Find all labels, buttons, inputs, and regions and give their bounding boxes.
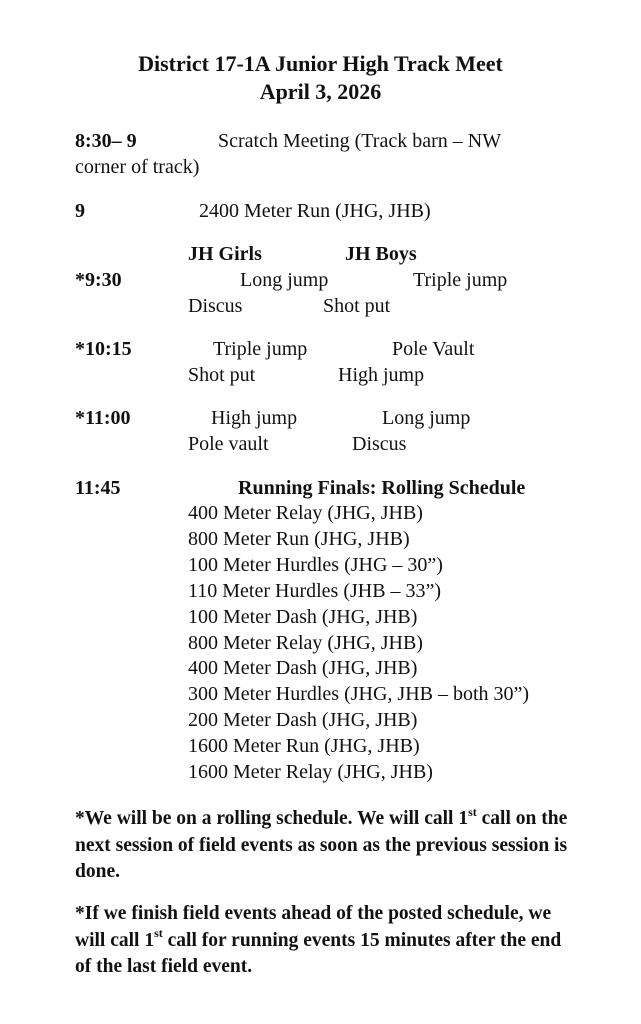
- scratch-meeting-line2: corner of track): [75, 156, 200, 178]
- finals-heading: Running Finals: Rolling Schedule: [238, 477, 526, 499]
- note-field-events: *If we finish field events ahead of the posted schedule, we will call 1st call for running events 15 minutes after the end of the last field event.: [75, 903, 562, 977]
- list-item: 110 Meter Hurdles (JHB – 33”): [188, 579, 442, 602]
- list-item: 100 Meter Dash (JHG, JHB): [188, 605, 418, 628]
- document-title: District 17-1A Junior High Track Meet: [138, 51, 503, 76]
- girls-event: Discus: [188, 295, 243, 317]
- list-item: 100 Meter Hurdles (JHG – 30”): [188, 553, 443, 576]
- list-item: 800 Meter Relay (JHG, JHB): [188, 631, 423, 654]
- list-item: 200 Meter Dash (JHG, JHB): [188, 709, 418, 732]
- boys-event: Shot put: [323, 295, 391, 317]
- list-item: 1600 Meter Run (JHG, JHB): [188, 735, 420, 758]
- boys-event: High jump: [338, 364, 425, 386]
- time-session-1: *9:30: [75, 269, 122, 291]
- time-session-2: *10:15: [75, 338, 132, 360]
- girls-event: High jump: [211, 407, 298, 429]
- list-item: 1600 Meter Relay (JHG, JHB): [188, 761, 433, 784]
- list-item: 400 Meter Relay (JHG, JHB): [188, 502, 423, 524]
- girls-event: Shot put: [188, 364, 256, 386]
- list-item: 300 Meter Hurdles (JHG, JHB – both 30”): [188, 683, 530, 706]
- column-header-girls: JH Girls: [188, 243, 262, 265]
- time-scratch: 8:30– 9: [75, 130, 137, 152]
- time-session-3: *11:00: [75, 407, 131, 429]
- time-finals: 11:45: [75, 477, 121, 499]
- boys-event: Discus: [352, 433, 407, 455]
- list-item: 400 Meter Dash (JHG, JHB): [188, 657, 418, 680]
- time-2400: 9: [75, 200, 85, 222]
- scratch-meeting-line1: Scratch Meeting (Track barn – NW: [218, 130, 502, 152]
- note-rolling-schedule: *We will be on a rolling schedule. We will call 1st call on the next session of field events as soon as the previous session is done.: [75, 804, 568, 882]
- event-2400-run: 2400 Meter Run (JHG, JHB): [199, 200, 431, 222]
- list-item: 800 Meter Run (JHG, JHB): [188, 527, 410, 550]
- boys-event: Pole Vault: [392, 338, 475, 360]
- boys-event: Long jump: [382, 407, 471, 429]
- boys-event: Triple jump: [413, 269, 508, 291]
- girls-event: Triple jump: [213, 338, 308, 360]
- document-date: April 3, 2026: [259, 79, 382, 104]
- girls-event: Pole vault: [188, 433, 269, 455]
- running-finals-list: [188, 501, 529, 786]
- column-header-boys: JH Boys: [345, 243, 417, 265]
- girls-event: Long jump: [240, 269, 329, 291]
